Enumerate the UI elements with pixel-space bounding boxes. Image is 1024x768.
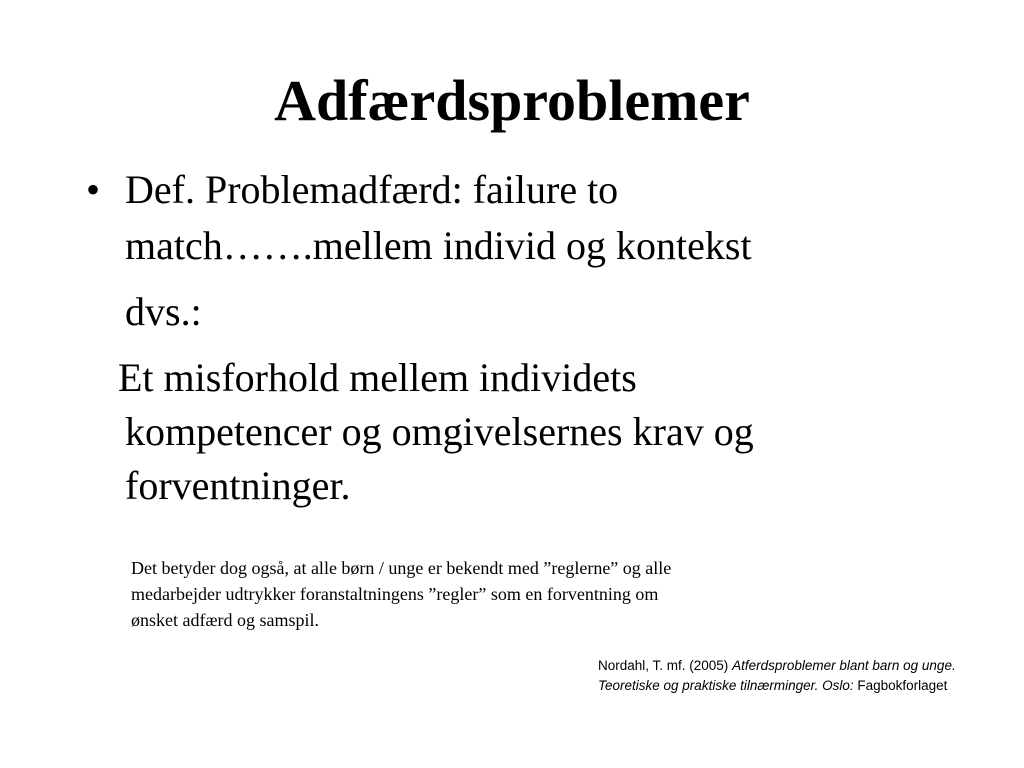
reference-author: Nordahl, T. mf. (2005) xyxy=(598,658,733,673)
note-line: Det betyder dog også, at alle børn / unge er bekendt med ”reglerne” og alle xyxy=(131,558,672,578)
body-line-definition: Def. Problemadfærd: failure to xyxy=(125,167,619,212)
reference-title-part1: Atferdsproblemer blant barn og unge. xyxy=(732,658,956,673)
note-line: ønsket adfærd og samspil. xyxy=(131,610,319,630)
note-line: medarbejder udtrykker foranstaltningens ”regler” som en forventning om xyxy=(131,584,659,604)
body-line-kompetencer: kompetencer og omgivelsernes krav og xyxy=(125,409,754,454)
body-line-match: match…….mellem individ og kontekst xyxy=(125,223,752,268)
body-line-misforhold: Et misforhold mellem individets xyxy=(118,355,637,400)
reference-title-part2: Teoretiske og praktiske tilnærminger. Oslo: xyxy=(598,678,854,693)
bullet-marker: • xyxy=(86,167,101,212)
slide-title: Adfærdsproblemer xyxy=(274,68,750,133)
body-line-forventninger: forventninger. xyxy=(125,463,351,508)
reference-citation xyxy=(598,656,1008,696)
reference-row-1 xyxy=(598,656,1008,676)
explanatory-note xyxy=(131,555,851,633)
reference-row-2 xyxy=(598,676,1008,696)
reference-publisher: Fagbokforlaget xyxy=(853,678,948,693)
body-line-dvs: dvs.: xyxy=(125,289,202,334)
